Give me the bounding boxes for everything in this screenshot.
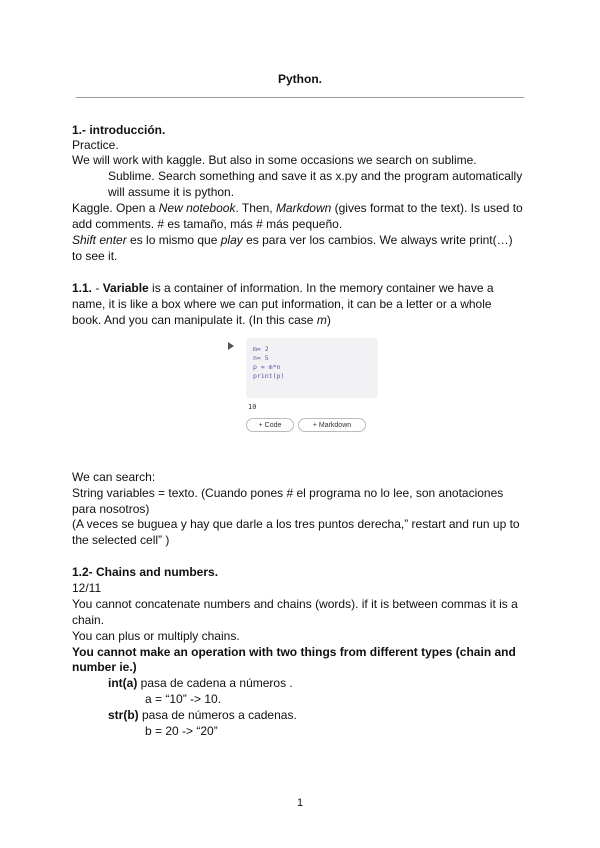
s1-line-8: to see it. [72,249,118,263]
code-line: n= 5 [253,354,269,362]
add-markdown-button: + Markdown [298,418,366,432]
int-example: a = “10” -> 10. [145,692,222,706]
s11-line-3 [72,312,331,328]
s1-line-1: Practice. [72,138,119,152]
search-line-2: String variables = texto. (Cuando pones # el programa no lo lee, son anotaciones [72,486,504,500]
s11-l3-c: ) [326,313,331,327]
search-line-5: the selected cell” ) [72,533,170,547]
code-line: m= 2 [253,345,269,353]
s11-line-1 [72,280,494,296]
s1-line-7 [72,232,513,248]
int-line [108,675,293,691]
title-rule [76,97,524,98]
s1-line-2: We will work with kaggle. But also in some occasions we search on sublime. [72,153,477,167]
s1-line-3: Sublime. Search something and save it as x.py and the program automatically [108,169,523,183]
s1-line-4: will assume it is python. [108,185,235,199]
s11-line-2: name, it is like a box where we can put information, it can be a letter or a whole [72,297,492,311]
s1-l5-e: (gives format to the text). Is used to [331,201,523,215]
notebook-screenshot [228,338,378,434]
s1-l7-d: es para ver los cambios. We always write print(…) [242,233,513,247]
s11-l3-a: book. And you can manipulate it. (In this case [72,313,317,327]
int-text: pasa de cadena a números . [137,676,293,690]
s12-line-1: You cannot concatenate numbers and chains (words). if it is between commas it is a [72,597,518,611]
s11-heading-number: 1.1. [72,281,93,295]
cell-output: 10 [248,403,257,411]
code-line: print(p) [253,372,285,380]
code-cell [246,338,378,398]
search-line-4: (A veces se buguea y hay que darle a los tres puntos derecha,” restart and run up to [72,517,520,531]
str-line [108,707,297,723]
s1-l5-c: . Then, [235,201,276,215]
section-1-2-heading: 1.2- Chains and numbers. [72,565,219,579]
str-example: b = 20 -> “20” [145,724,218,738]
s1-l7-c: play [220,233,243,247]
add-code-button: + Code [246,418,294,432]
s12-date: 12/11 [72,581,102,595]
str-label: str(b) [108,708,139,722]
s1-l5-d: Markdown [275,201,332,215]
s1-l5-b: New notebook [158,201,236,215]
s12-line-2: chain. [72,613,105,627]
search-line-3: para nosotros) [72,502,150,516]
s1-line-5 [72,200,523,216]
page-number: 1 [296,797,304,809]
s1-l7-a: Shift enter [72,233,127,247]
s1-l5-a: Kaggle. Open a [72,201,159,215]
str-text: pasa de números a cadenas. [138,708,297,722]
page-title: Python. [278,72,322,86]
s11-l1-text: is a container of information. In the memory container we have a [148,281,494,295]
play-icon [228,342,234,350]
int-label: int(a) [108,676,138,690]
s11-l3-b: m [316,313,327,327]
s12-line-5: number ie.) [72,660,137,674]
search-line-1: We can search: [72,470,156,484]
s11-heading-dash: - [92,281,103,295]
code-line: p = m*n [253,363,281,371]
s1-l7-b: es lo mismo que [126,233,221,247]
s1-line-6: add comments. # es tamaño, más # más pequeño. [72,217,343,231]
s11-heading-word: Variable [102,281,149,295]
s12-line-3: You can plus or multiply chains. [72,629,240,643]
section-1-heading: 1.- introducción. [72,123,166,137]
s12-line-4: You cannot make an operation with two things from different types (chain and [72,645,516,659]
